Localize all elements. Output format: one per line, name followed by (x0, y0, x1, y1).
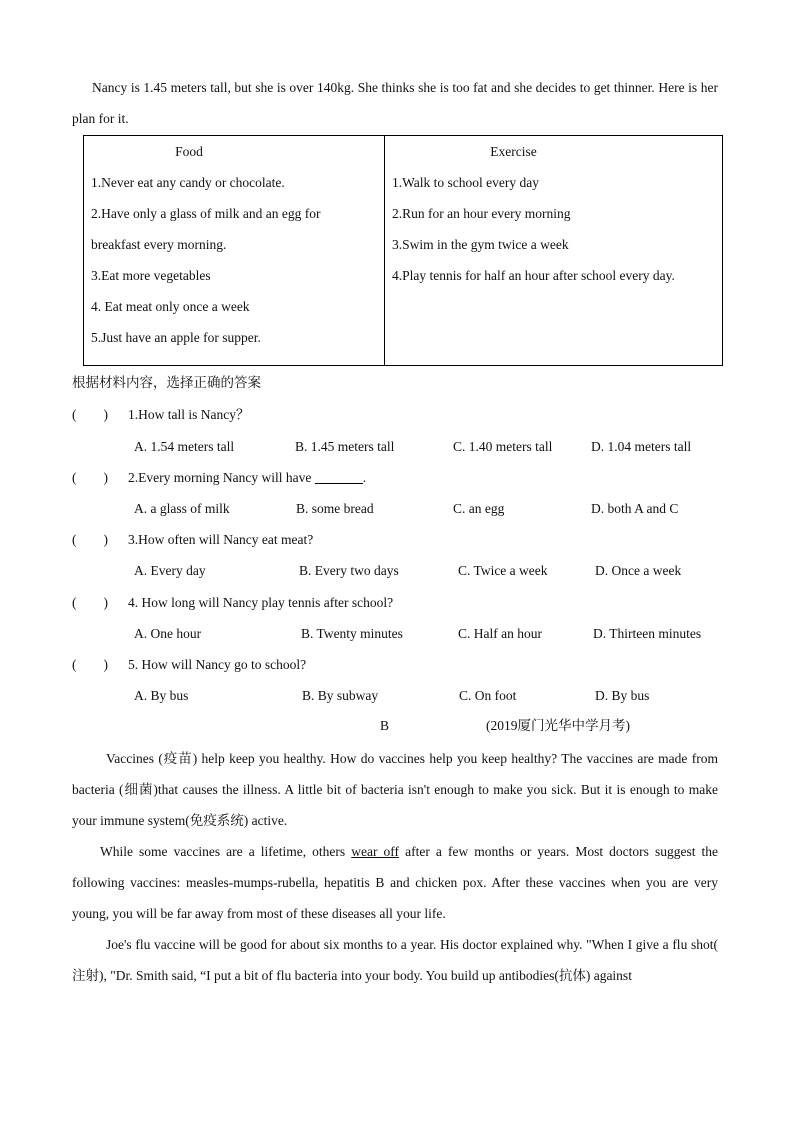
food-item: 3.Eat more vegetables (91, 268, 211, 283)
option-b: B. Twenty minutes (301, 626, 403, 641)
food-item: 1.Never eat any candy or chocolate. (91, 175, 285, 190)
question-text: 3.How often will Nancy eat meat? (128, 532, 314, 547)
option-c: C. 1.40 meters tall (453, 439, 553, 454)
option-b: B. Every two days (299, 563, 399, 578)
question-text: 2.Every morning Nancy will have (128, 470, 312, 485)
passage-text: While some vaccines are a lifetime, others (100, 844, 346, 859)
option-b: B. some bread (296, 501, 374, 516)
passage-paragraph-2 (72, 836, 718, 929)
underlined-phrase: wear off (351, 844, 400, 859)
option-c: C. an egg (453, 501, 505, 516)
option-d: D. both A and C (591, 501, 679, 516)
food-header: Food (175, 144, 203, 159)
option-a: A. Every day (134, 563, 206, 578)
question-text-end: . (362, 470, 367, 485)
question-2 (72, 462, 366, 493)
option-b: B. By subway (302, 688, 379, 703)
passage-paragraph-1: Vaccines (疫苗) help keep you healthy. How do vaccines help you keep healthy? The vaccines are made from bacteria (细菌)that causes the illness. A little bit of bacteria isn't enough to make you sick. But it is enough to make your immune system(免疫系统) active. (72, 751, 718, 828)
food-item: 2.Have only a glass of milk and an egg for (91, 206, 321, 221)
source-note: (2019厦门光华中学月考) (486, 718, 630, 733)
option-c: C. Half an hour (458, 626, 542, 641)
food-item: breakfast every morning. (91, 237, 227, 252)
food-item: 5.Just have an apple for supper. (91, 330, 261, 345)
exercise-item: 4.Play tennis for half an hour after school every day. (392, 268, 675, 283)
exercise-item: 2.Run for an hour every morning (392, 206, 571, 221)
exercise-item: 3.Swim in the gym twice a week (392, 237, 569, 252)
food-column (84, 136, 385, 366)
question-text: 1.How tall is Nancy？ (128, 407, 250, 422)
answer-bracket: ( ) (72, 595, 108, 610)
food-item: 4. Eat meat only once a week (91, 299, 250, 314)
passage-paragraph-3: Joe's flu vaccine will be good for about six months to a year. His doctor explained why. "When I give a flu shot( 注射), "Dr. Smith said, “I put a bit of flu bacteria into your body. You build up antibodies(抗体) against (72, 937, 718, 983)
option-d: D. 1.04 meters tall (591, 439, 692, 454)
passage-text: after a few months or years. Most doctors suggest the following vaccines: measles-mumps-rubella, hepatitis B and chicken pox. After these vaccines when you are very young, you will be far away from most of these diseases all your life. (72, 844, 719, 921)
answer-bracket: ( ) (72, 407, 108, 422)
question-text: 5. How will Nancy go to school? (128, 657, 307, 672)
option-b: B. 1.45 meters tall (295, 439, 395, 454)
answer-bracket: ( ) (72, 532, 108, 547)
question-4 (72, 587, 393, 618)
instruction-title: 根据材料内容，选择正确的答案 (72, 375, 261, 391)
option-a: A. a glass of milk (134, 501, 230, 516)
answer-bracket: ( ) (72, 470, 108, 485)
answer-blank (315, 469, 363, 484)
question-5 (72, 649, 306, 680)
intro-paragraph: Nancy is 1.45 meters tall, but she is over 140kg. She thinks she is too fat and she decides to get thinner. Here is her plan for it. (72, 80, 718, 126)
question-3 (72, 524, 313, 555)
option-a: A. By bus (134, 688, 189, 703)
question-text: 4. How long will Nancy play tennis after school? (128, 595, 394, 610)
question-1 (72, 399, 249, 430)
section-label: B (380, 718, 390, 733)
option-c: C. Twice a week (458, 563, 548, 578)
option-c: C. On foot (459, 688, 517, 703)
option-d: D. Once a week (595, 563, 682, 578)
option-a: A. 1.54 meters tall (134, 439, 235, 454)
plan-table (83, 135, 723, 366)
exercise-column (385, 136, 723, 366)
option-d: D. By bus (595, 688, 650, 703)
option-a: A. One hour (134, 626, 202, 641)
option-d: D. Thirteen minutes (593, 626, 702, 641)
exercise-header: Exercise (490, 144, 537, 159)
answer-bracket: ( ) (72, 657, 108, 672)
exercise-item: 1.Walk to school every day (392, 175, 539, 190)
